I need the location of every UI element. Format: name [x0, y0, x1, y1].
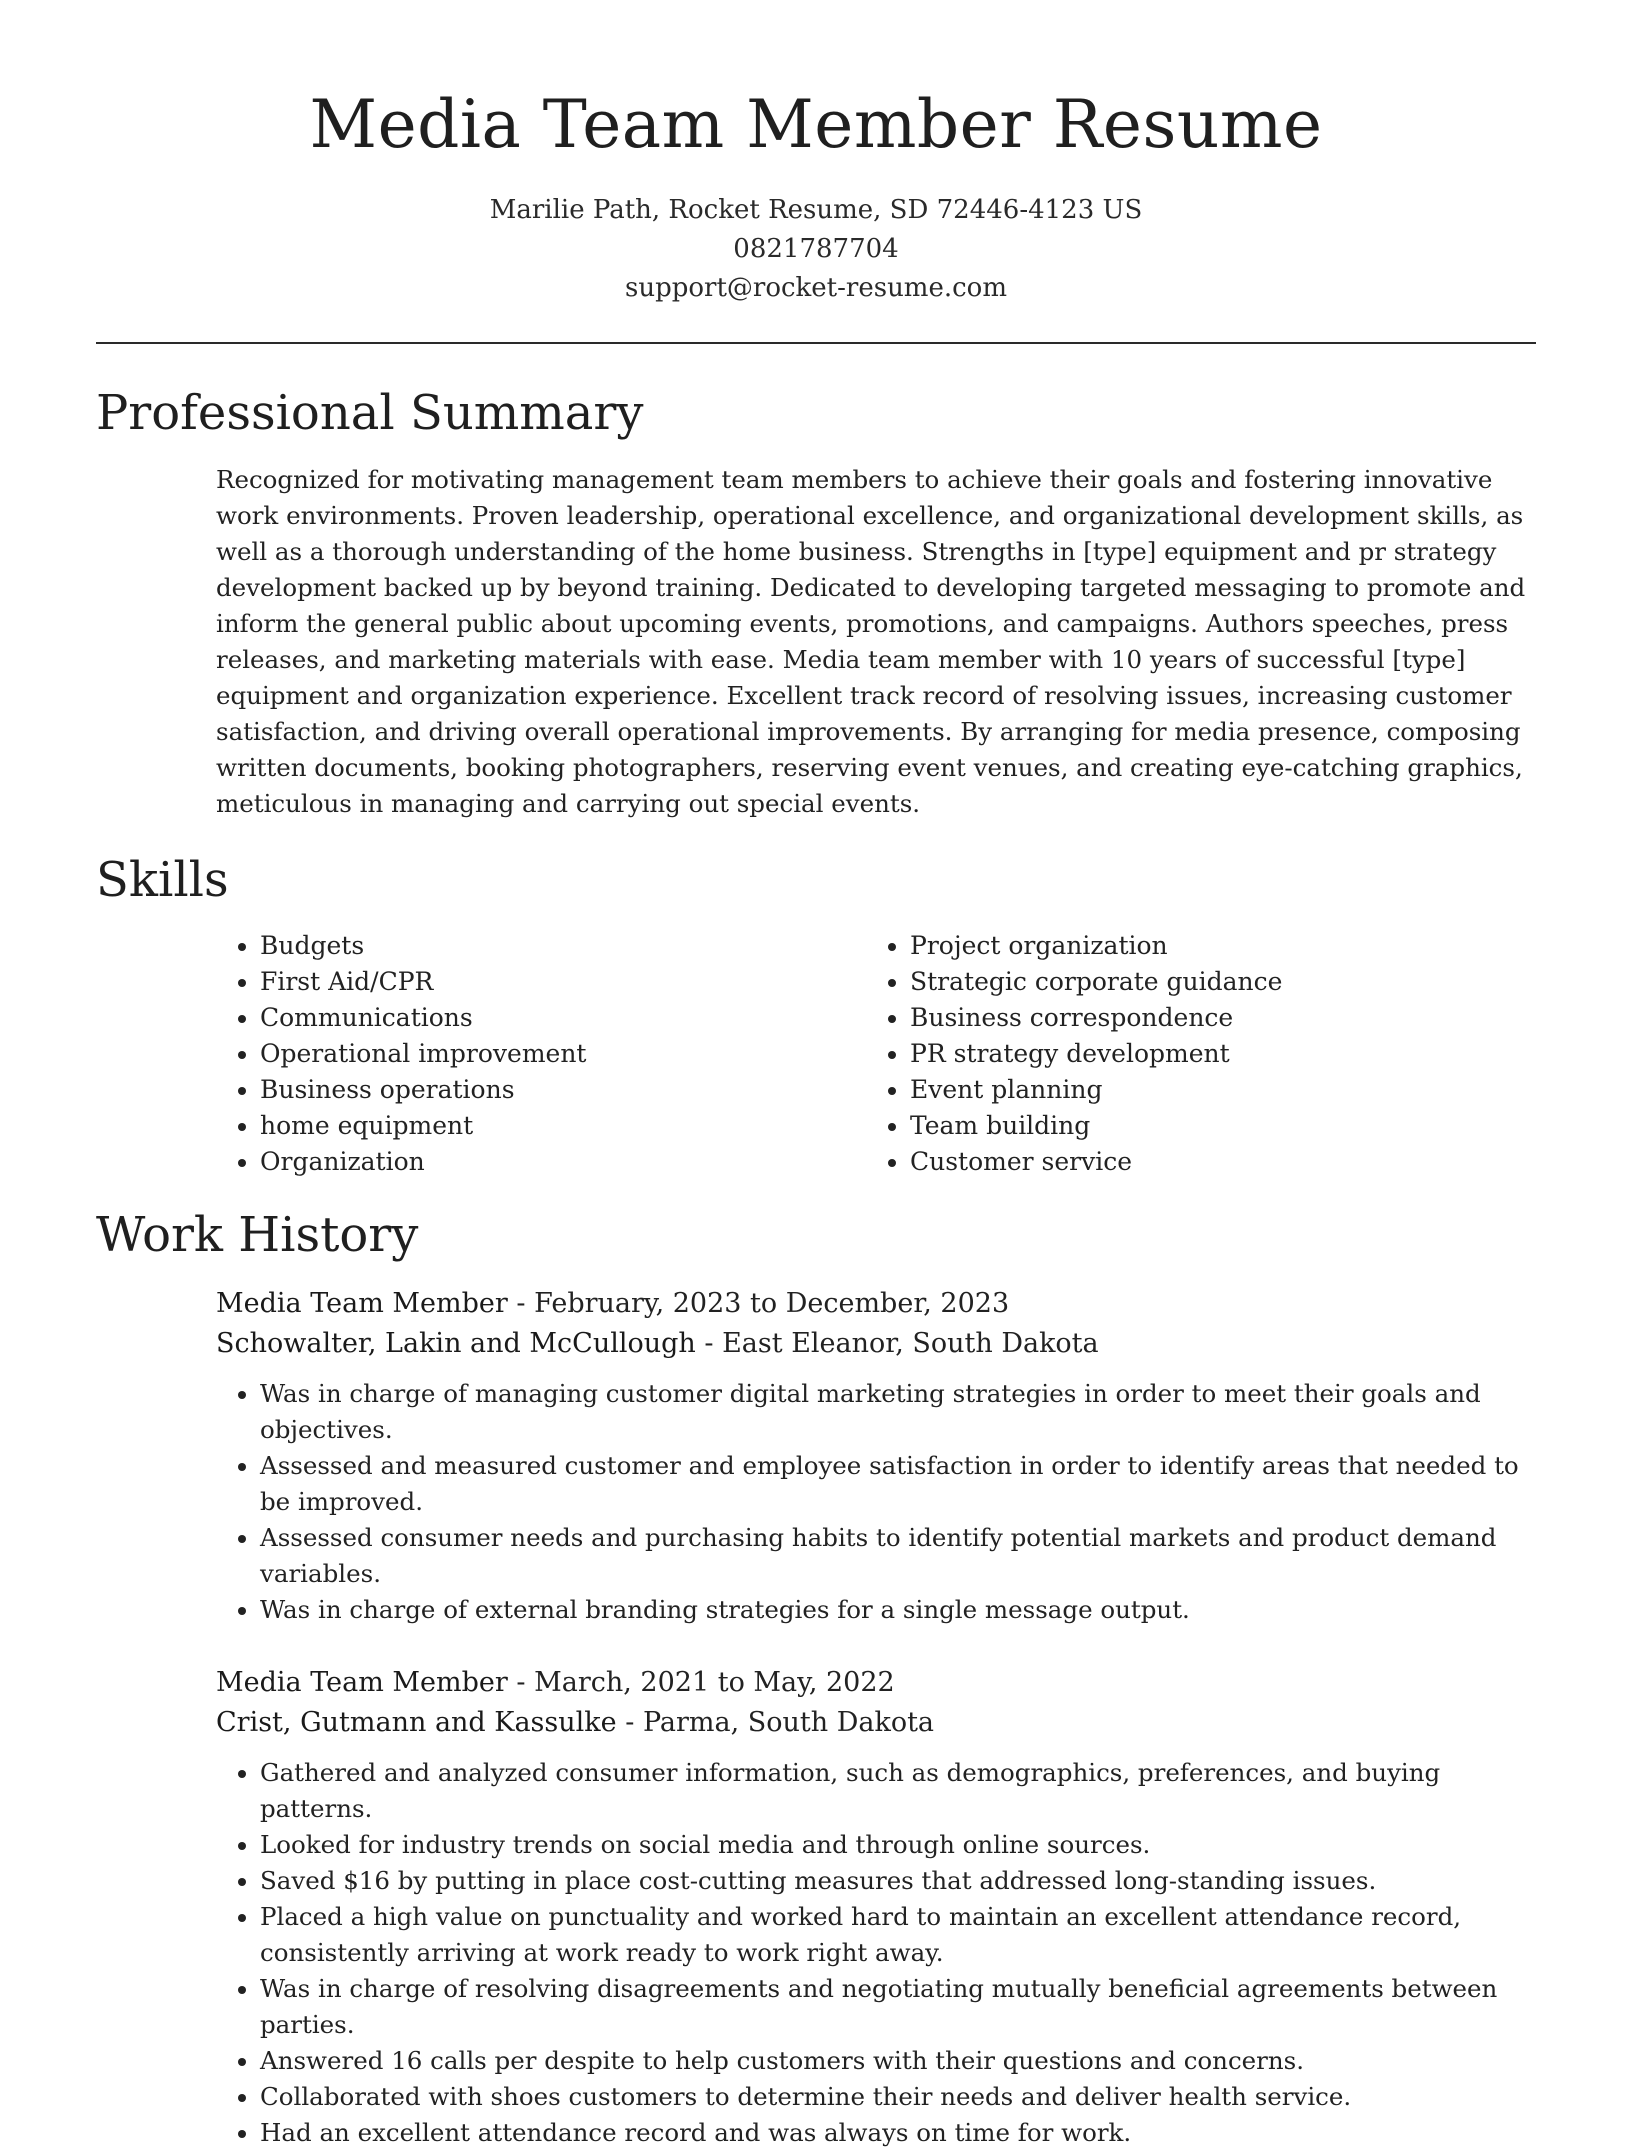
duty-item: • Saved $16 by putting in place cost-cutting measures that addressed long-standing issues.	[260, 1863, 1536, 1899]
skill-item: • home equipment	[260, 1108, 820, 1144]
separator: -	[695, 1328, 723, 1359]
job-entry	[216, 1663, 1536, 2151]
job-title-line	[216, 1284, 1536, 1324]
skill-item: • Strategic corporate guidance	[910, 964, 1510, 1000]
skill-item: • Business operations	[260, 1072, 820, 1108]
contact-address: Marilie Path, Rocket Resume, SD 72446-4123 US	[489, 195, 1143, 225]
resume-title: Media Team Member Resume	[309, 86, 1323, 163]
job-entry	[216, 1284, 1536, 1628]
job-company-line	[216, 1324, 1536, 1364]
duty-item: • Gathered and analyzed consumer information, such as demographics, preferences, and buying patterns.	[260, 1755, 1536, 1827]
separator: -	[507, 1667, 535, 1698]
skill-item: • Team building	[910, 1108, 1510, 1144]
skill-item: • First Aid/CPR	[260, 964, 820, 1000]
skills-list-left	[216, 928, 820, 1180]
summary-text: Recognized for motivating management team members to achieve their goals and fostering innovative work environments. Proven leadership, operational excellence, and organizational development skills, as well as a thorough understanding of the home business. Strengths in [type] equipment and pr strategy development backed up by beyond training. Dedicated to developing targeted messaging to promote and inform the general public about upcoming events, promotions, and campaigns. Authors speeches, press releases, and marketing materials with ease. Media team member with 10 years of successful [type] equipment and organization experience. Excellent track record of resolving issues, increasing customer satisfaction, and driving overall operational improvements. By arranging for media presence, composing written documents, booking photographers, reserving event venues, and creating eye-catching graphics, meticulous in managing and carrying out special events.	[216, 465, 1526, 818]
duty-item: • Had an excellent attendance record and was always on time for work.	[260, 2115, 1536, 2151]
job-company: Schowalter, Lakin and McCullough	[216, 1328, 696, 1359]
skill-item: • Budgets	[260, 928, 820, 964]
skill-item: • Communications	[260, 1000, 820, 1036]
contact-phone: 0821787704	[733, 234, 899, 264]
summary-heading: Professional Summary	[96, 385, 644, 441]
skills-heading: Skills	[96, 852, 229, 908]
job-title: Media Team Member	[216, 1667, 508, 1698]
job-company-line	[216, 1703, 1536, 1743]
skill-item: • PR strategy development	[910, 1036, 1510, 1072]
separator: -	[616, 1707, 643, 1738]
duty-item: • Looked for industry trends on social media and through online sources.	[260, 1827, 1536, 1863]
duty-item: • Was in charge of managing customer digital marketing strategies in order to meet their goals and objectives.	[260, 1376, 1536, 1448]
duty-item: • Placed a high value on punctuality and worked hard to maintain an excellent attendance record, consistently arriving at work ready to work right away.	[260, 1899, 1536, 1971]
duty-item: • Was in charge of external branding strategies for a single message output.	[260, 1592, 1536, 1628]
job-location: East Eleanor, South Dakota	[722, 1328, 1099, 1359]
duty-item: • Collaborated with shoes customers to determine their needs and deliver health service.	[260, 2079, 1536, 2115]
skill-item: • Customer service	[910, 1144, 1510, 1180]
job-company: Crist, Gutmann and Kassulke	[216, 1707, 617, 1738]
job-duties	[216, 1376, 1536, 1628]
duty-item: • Assessed consumer needs and purchasing habits to identify potential markets and product demand variables.	[260, 1520, 1536, 1592]
job-title-line	[216, 1663, 1536, 1703]
skill-item: • Event planning	[910, 1072, 1510, 1108]
skill-item: • Organization	[260, 1144, 820, 1180]
job-location: Parma, South Dakota	[642, 1707, 935, 1738]
duty-item: • Answered 16 calls per despite to help customers with their questions and concerns.	[260, 2043, 1536, 2079]
job-title: Media Team Member	[216, 1288, 508, 1319]
contact-email: support@rocket-resume.com	[624, 273, 1007, 303]
header-divider	[96, 342, 1536, 344]
skills-list-right	[866, 928, 1510, 1180]
job-dates: March, 2021 to May, 2022	[534, 1667, 895, 1698]
skill-item: • Operational improvement	[260, 1036, 820, 1072]
skill-item: • Project organization	[910, 928, 1510, 964]
duty-item: • Was in charge of resolving disagreements and negotiating mutually beneficial agreements between parties.	[260, 1971, 1536, 2043]
separator: -	[507, 1288, 535, 1319]
job-duties	[216, 1755, 1536, 2151]
job-dates: February, 2023 to December, 2023	[534, 1288, 1010, 1319]
work-history-heading: Work History	[96, 1207, 419, 1263]
contact-block	[0, 191, 1632, 308]
duty-item: • Assessed and measured customer and employee satisfaction in order to identify areas that needed to be improved.	[260, 1448, 1536, 1520]
skill-item: • Business correspondence	[910, 1000, 1510, 1036]
